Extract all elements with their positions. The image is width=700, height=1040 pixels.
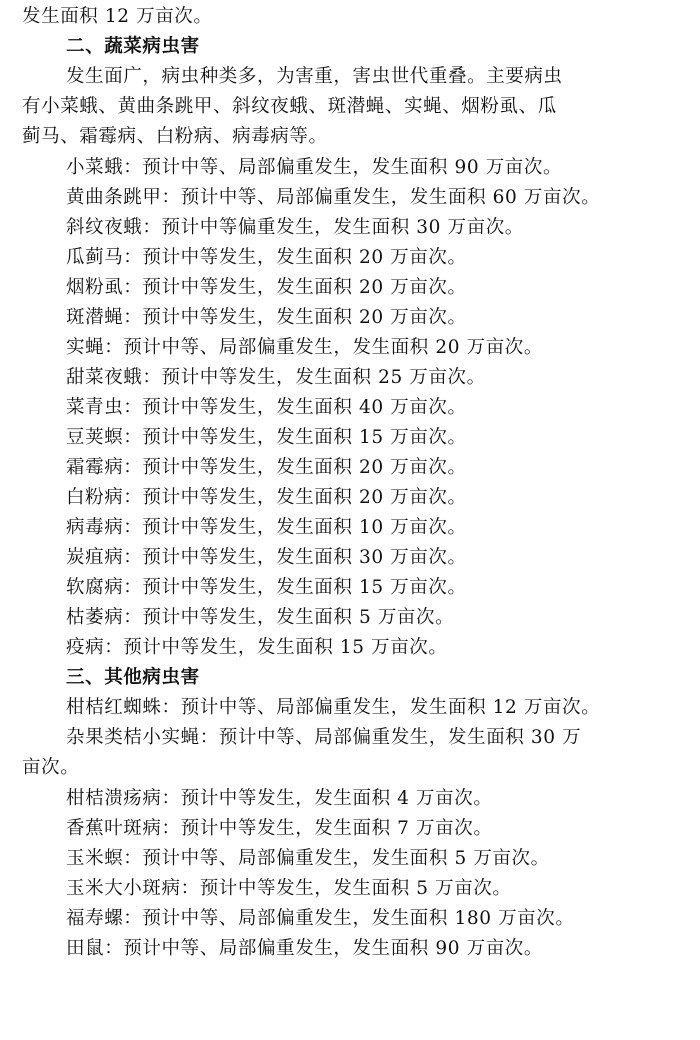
list-item: 白粉病：预计中等发生，发生面积 20 万亩次。 bbox=[66, 487, 467, 508]
list-item: 实蝇：预计中等、局部偏重发生，发生面积 20 万亩次。 bbox=[66, 337, 544, 358]
list-item: 柑桔溃疡病：预计中等发生，发生面积 4 万亩次。 bbox=[66, 788, 493, 809]
list-item: 甜菜夜蛾：预计中等发生，发生面积 25 万亩次。 bbox=[66, 367, 486, 388]
list-item: 玉米螟：预计中等、局部偏重发生，发生面积 5 万亩次。 bbox=[66, 848, 550, 869]
paragraph-line: 发生面广，病虫种类多，为害重，害虫世代重叠。主要病虫 bbox=[66, 66, 563, 87]
list-item: 斜纹夜蛾：预计中等偏重发生，发生面积 30 万亩次。 bbox=[66, 217, 524, 238]
list-item: 田鼠：预计中等、局部偏重发生，发生面积 90 万亩次。 bbox=[66, 938, 544, 959]
list-item: 柑桔红蜘蛛：预计中等、局部偏重发生，发生面积 12 万亩次。 bbox=[66, 697, 601, 718]
section-heading-other: 三、其他病虫害 bbox=[66, 667, 200, 688]
list-item: 疫病：预计中等发生，发生面积 15 万亩次。 bbox=[66, 637, 448, 658]
list-item: 香蕉叶斑病：预计中等发生，发生面积 7 万亩次。 bbox=[66, 818, 493, 839]
list-item: 枯萎病：预计中等发生，发生面积 5 万亩次。 bbox=[66, 607, 455, 628]
text-line: 发生面积 12 万亩次。 bbox=[22, 6, 213, 27]
list-item: 黄曲条跳甲：预计中等、局部偏重发生，发生面积 60 万亩次。 bbox=[66, 187, 601, 208]
list-item: 杂果类桔小实蝇：预计中等、局部偏重发生，发生面积 30 万 bbox=[66, 727, 582, 748]
list-item-continuation: 亩次。 bbox=[22, 757, 80, 778]
list-item: 烟粉虱：预计中等发生，发生面积 20 万亩次。 bbox=[66, 277, 467, 298]
list-item: 斑潜蝇：预计中等发生，发生面积 20 万亩次。 bbox=[66, 307, 467, 328]
list-item: 炭疽病：预计中等发生，发生面积 30 万亩次。 bbox=[66, 547, 467, 568]
list-item: 小菜蛾：预计中等、局部偏重发生，发生面积 90 万亩次。 bbox=[66, 157, 563, 178]
paragraph-line: 有小菜蛾、黄曲条跳甲、斜纹夜蛾、斑潜蝇、实蝇、烟粉虱、瓜 bbox=[22, 96, 557, 117]
list-item: 霜霉病：预计中等发生，发生面积 20 万亩次。 bbox=[66, 457, 467, 478]
list-item: 瓜蓟马：预计中等发生，发生面积 20 万亩次。 bbox=[66, 247, 467, 268]
list-item: 福寿螺：预计中等、局部偏重发生，发生面积 180 万亩次。 bbox=[66, 908, 575, 929]
section-heading-vegetable: 二、蔬菜病虫害 bbox=[66, 36, 200, 57]
list-item: 软腐病：预计中等发生，发生面积 15 万亩次。 bbox=[66, 577, 467, 598]
list-item: 菜青虫：预计中等发生，发生面积 40 万亩次。 bbox=[66, 397, 467, 418]
list-item: 玉米大小斑病：预计中等发生，发生面积 5 万亩次。 bbox=[66, 878, 512, 899]
list-item: 病毒病：预计中等发生，发生面积 10 万亩次。 bbox=[66, 517, 467, 538]
paragraph-line: 蓟马、霜霉病、白粉病、病毒病等。 bbox=[22, 126, 328, 147]
list-item: 豆荚螟：预计中等发生，发生面积 15 万亩次。 bbox=[66, 427, 467, 448]
